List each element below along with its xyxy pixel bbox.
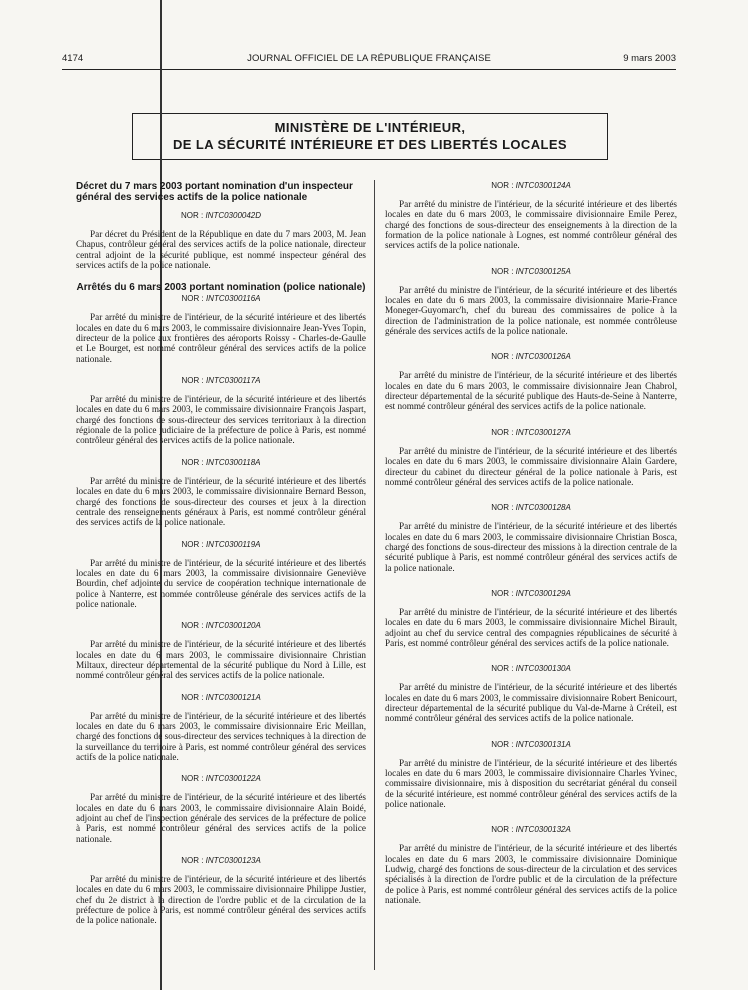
nor-reference xyxy=(385,352,677,361)
arrete-text: Par arrêté du ministre de l'intérieur, de la sécurité intérieure et des libertés locales en date du 6 mars 2003, la commissaire divisionnaire Geneviève Bourdin, chef adjointe du service de coopération technique internationale de police à Nanterre, est nommée contrôleuse générale des services actifs de la police nationale. xyxy=(76,557,366,609)
page-number: 4174 xyxy=(62,53,84,64)
decree-nor xyxy=(76,211,366,220)
nor-label: NOR : xyxy=(181,539,204,549)
nor-label: NOR : xyxy=(181,621,204,631)
nor-code: INTC0300117A xyxy=(205,376,261,386)
nor-code: INTC0300132A xyxy=(515,825,571,835)
right-column xyxy=(385,181,677,921)
arrete-text: Par arrêté du ministre de l'intérieur, de la sécurité intérieure et des libertés locales en date du 6 mars 2003, le commissaire divisionnaire Michel Birault, adjoint au chef du service central des compagnies républicaines de sécurité à Paris, est nommé contrôleur général des services actifs de la police nationale. xyxy=(385,606,677,648)
nor-reference xyxy=(76,294,366,303)
ministry-line-1: MINISTÈRE DE L'INTÉRIEUR, xyxy=(274,120,466,135)
nor-code: INTC0300122A xyxy=(205,774,261,784)
nor-code: INTC0300126A xyxy=(515,352,571,362)
nor-reference xyxy=(385,664,677,673)
nor-label: NOR : xyxy=(491,825,514,835)
decree-title: Décret du 7 mars 2003 portant nomination d'un inspecteur général des services actifs de la police nationale xyxy=(76,181,353,203)
arrete-text: Par arrêté du ministre de l'intérieur, de la sécurité intérieure et des libertés locales en date du 6 mars 2003, le commissaire divisionnaire Alain Boidé, adjoint au chef de l'inspection générale des services de la préfecture de police à Paris, est nommé contrôleur général des services actifs de la police nationale. xyxy=(76,792,366,844)
ministry-heading xyxy=(132,113,608,160)
nor-reference xyxy=(76,540,366,549)
nor-code: INTC0300118A xyxy=(205,457,261,467)
arrete-text: Par arrêté du ministre de l'intérieur, de la sécurité intérieure et des libertés locales en date du 6 mars 2003, le commissaire divisionnaire Christian Bosca, chargé des fonctions de sous-directeur des missions à la direction centrale de la sécurité publique à Paris, est nommé contrôleur général des services actifs de la police nationale. xyxy=(385,521,677,573)
arrete-text: Par arrêté du ministre de l'intérieur, de la sécurité intérieure et des libertés locales en date du 6 mars 2003, le commissaire divisionnaire Robert Benicourt, directeur départemental de la sécurité publique du Val-de-Marne à Créteil, est nommé contrôleur général des services actifs de la police nationale. xyxy=(385,682,677,724)
nor-reference xyxy=(385,267,677,276)
nor-reference xyxy=(385,181,677,190)
nor-label: NOR : xyxy=(181,774,204,784)
nor-label: NOR : xyxy=(491,588,514,598)
column-divider xyxy=(374,180,375,970)
arrete-text: Par arrêté du ministre de l'intérieur, de la sécurité intérieure et des libertés locales en date du 6 mars 2003, la commissaire divisionnaire Marie-France Moneger-Guyomarc'h, chef du bureau des commissaires de police à la direction de l'administration de la police nationale, est nommée contrôleuse générale des services actifs de la police nationale. xyxy=(385,284,677,337)
arrete-text: Par arrêté du ministre de l'intérieur, de la sécurité intérieure et des libertés locales en date du 6 mars 2003, le commissaire divisionnaire Alain Gardere, directeur du cabinet du directeur général de la police nationale à Paris, est nommé contrôleur général des services actifs de la police nationale. xyxy=(385,445,677,487)
arrete-text: Par arrêté du ministre de l'intérieur, de la sécurité intérieure et des libertés locales en date du 6 mars 2003, le commissaire divisionnaire Jean Chabrol, directeur départemental de la sécurité publique des Hauts-de-Seine à Nanterre, est nommé contrôleur général des services actifs de la police nationale. xyxy=(385,370,677,412)
nor-reference xyxy=(385,740,677,749)
arrete-text: Par arrêté du ministre de l'intérieur, de la sécurité intérieure et des libertés locales en date du 6 mars 2003, le commissaire divisionnaire Philippe Justier, chef du 2e district à la direction de l'ordre public et de la circulation de la préfecture de police à Paris, est nommé contrôleur général des services actifs de la police nationale. xyxy=(76,874,366,926)
nor-code: INTC0300120A xyxy=(205,621,261,631)
arrete-text: Par arrêté du ministre de l'intérieur, de la sécurité intérieure et des libertés locales en date du 6 mars 2003, le commissaire divisionnaire Christian Miltaux, directeur départemental de la sécurité publique du Nord à Lille, est nommé contrôleur général des services actifs de la police nationale. xyxy=(76,639,366,681)
nor-label: NOR : xyxy=(491,739,514,749)
nor-label: NOR : xyxy=(181,856,204,866)
nor-label: NOR : xyxy=(491,181,514,190)
nor-reference xyxy=(385,503,677,512)
nor-reference xyxy=(76,458,366,467)
nor-code: INTC0300116A xyxy=(205,294,261,304)
nor-code: INTC0300130A xyxy=(515,664,571,674)
nor-label: NOR : xyxy=(181,457,204,467)
nor-code: INTC0300123A xyxy=(205,856,261,866)
nor-code: INTC0300131A xyxy=(515,739,571,749)
nor-code: INTC0300124A xyxy=(515,181,571,190)
arrete-text: Par arrêté du ministre de l'intérieur, de la sécurité intérieure et des libertés locales en date du 6 mars 2003, le commissaire divisionnaire Eric Meillan, chargé des fonctions de sous-directeur des services techniques à la direction de la surveillance du territoire à Paris, est nommé contrôleur général des services actifs de la police nationale. xyxy=(76,710,366,762)
nor-code: INTC0300042D xyxy=(205,211,262,220)
nor-label: NOR : xyxy=(491,503,514,513)
nor-label: NOR : xyxy=(181,376,204,386)
left-entries xyxy=(76,294,366,925)
left-column xyxy=(76,181,366,938)
arretes-title: Arrêtés du 6 mars 2003 portant nomination (police nationale) xyxy=(76,282,366,294)
ministry-line-2: DE LA SÉCURITÉ INTÉRIEURE ET DES LIBERTÉS LOCALES xyxy=(173,137,567,152)
page-header xyxy=(62,53,676,67)
arrete-text: Par arrêté du ministre de l'intérieur, de la sécurité intérieure et des libertés locales en date du 6 mars 2003, le commissaire divisionnaire Dominique Ludwig, chargé des fonctions de sous-directeur de la circulation et des services spécialisés à la direction de l'ordre public et de la circulation de la préfecture de police à Paris, est nommé contrôleur général des services actifs de la police nationale. xyxy=(385,843,677,906)
header-rule xyxy=(62,69,676,70)
nor-reference xyxy=(76,376,366,385)
nor-code: INTC0300125A xyxy=(515,266,571,276)
arrete-text: Par arrêté du ministre de l'intérieur, de la sécurité intérieure et des libertés locales en date du 6 mars 2003, le commissaire divisionnaire François Jaspart, chargé des fonctions de sous-directeur des services territoriaux à la direction régionale de la police judiciaire de la préfecture de police à Paris, est nommé contrôleur général des services actifs de la police nationale. xyxy=(76,394,366,446)
right-entries xyxy=(385,181,677,905)
nor-code: INTC0300129A xyxy=(515,588,571,598)
nor-reference xyxy=(76,774,366,783)
arrete-text: Par arrêté du ministre de l'intérieur, de la sécurité intérieure et des libertés locales en date du 6 mars 2003, le commissaire divisionnaire Bernard Besson, chargé des fonctions de sous-directeur des courses et jeux à la direction centrale des renseignements généraux à Paris, est nommé contrôleur général des services actifs de la police nationale. xyxy=(76,475,366,528)
nor-code: INTC0300127A xyxy=(515,427,571,437)
nor-label: NOR : xyxy=(491,427,514,437)
decree-text: Par décret du Président de la République en date du 7 mars 2003, M. Jean Chapus, contrôleur général des services actifs de la police nationale, directeur central adjoint de la sécurité publique, est nommé inspecteur général des services actifs de la police nationale. xyxy=(76,229,366,271)
nor-reference xyxy=(385,428,677,437)
nor-code: INTC0300119A xyxy=(205,539,261,549)
arrete-text: Par arrêté du ministre de l'intérieur, de la sécurité intérieure et des libertés locales en date du 6 mars 2003, le commissaire divisionnaire Charles Yvinec, commissaire divisionnaire, mis à disposition du secrétariat général du conseil de la sécurité intérieure, est nommé contrôleur général des services actifs de la police nationale. xyxy=(385,757,677,810)
arrete-text: Par arrêté du ministre de l'intérieur, de la sécurité intérieure et des libertés locales en date du 6 mars 2003, le commissaire divisionnaire Emile Perez, chargé des fonctions de sous-directeur des enseignements à la direction de la formation de la police nationale à Lognes, est nommé contrôleur général des services actifs de la police nationale. xyxy=(385,199,677,251)
nor-label: NOR : xyxy=(491,266,514,276)
nor-reference xyxy=(76,693,366,702)
nor-label: NOR : xyxy=(181,294,204,304)
nor-label: NOR : xyxy=(491,664,514,674)
arrete-text: Par arrêté du ministre de l'intérieur, de la sécurité intérieure et des libertés locales en date du 6 mars 2003, le commissaire divisionnaire Jean-Yves Topin, directeur de la police aux frontières des aéroports Roissy - Charles-de-Gaulle et Le Bourget, est nommé contrôleur général des services actifs de la police nationale. xyxy=(76,312,366,364)
nor-label: NOR : xyxy=(181,692,204,702)
nor-reference xyxy=(385,589,677,598)
nor-reference xyxy=(76,621,366,630)
journal-title: JOURNAL OFFICIEL DE LA RÉPUBLIQUE FRANÇAISE xyxy=(247,53,491,64)
nor-code: INTC0300121A xyxy=(205,692,261,702)
nor-code: INTC0300128A xyxy=(515,503,571,513)
nor-reference xyxy=(76,856,366,865)
nor-reference xyxy=(385,825,677,834)
nor-label: NOR : xyxy=(491,352,514,362)
nor-label: NOR : xyxy=(180,211,204,220)
publication-date: 9 mars 2003 xyxy=(623,53,676,64)
